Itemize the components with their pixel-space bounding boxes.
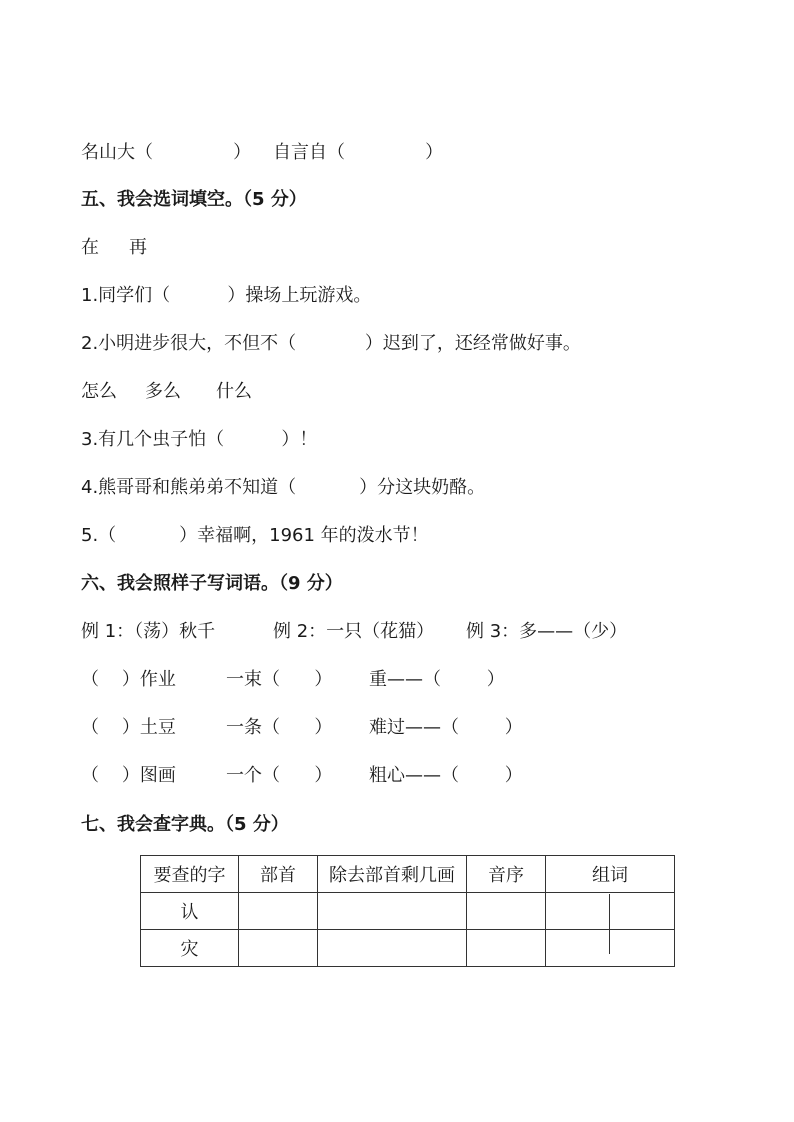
char-cell: 认: [141, 893, 239, 930]
word-choice: 什么: [216, 381, 252, 402]
exercise-cell: （ ）图画: [81, 765, 176, 786]
exercise-cell: 一束（ ）: [226, 669, 333, 690]
answer-cell: [467, 930, 546, 967]
word-choice-group-1: [81, 236, 381, 260]
idiom-blank-2: 自言自（ ）: [273, 142, 444, 163]
table-header: 部首: [239, 856, 318, 893]
answer-cell: [239, 893, 318, 930]
word-choice: 再: [129, 237, 147, 258]
table-header: 除去部首剩几画: [318, 856, 467, 893]
table-header: 组词: [546, 856, 675, 893]
exercise-cell: 粗心——（ ）: [369, 765, 523, 786]
exercise-cell: 一个（ ）: [226, 765, 333, 786]
question-4: 4.熊哥哥和熊弟弟不知道（ ）分这块奶酪。: [81, 477, 486, 498]
exercise-cell: 一条（ ）: [226, 717, 333, 738]
exercise-cell: 难过——（ ）: [369, 717, 523, 738]
exercise-row: [81, 716, 781, 740]
exercise-row: [81, 764, 781, 788]
word-column-divider: [609, 894, 610, 954]
word-choice: 在: [81, 237, 99, 258]
char-cell: 灾: [141, 930, 239, 967]
continuation-row: [81, 141, 781, 165]
question-1: 1.同学们（ ）操场上玩游戏。: [81, 285, 372, 306]
table-row: [141, 893, 675, 930]
exercise-cell: 重——（ ）: [369, 669, 505, 690]
table-row: [141, 930, 675, 967]
question-2: 2.小明进步很大，不但不（ ）迟到了，还经常做好事。: [81, 333, 581, 354]
section5-heading: 五、我会选词填空。（5 分）: [81, 189, 307, 210]
table-header-row: [141, 856, 675, 893]
answer-cell: [467, 893, 546, 930]
answer-cell: [239, 930, 318, 967]
answer-cell: [318, 893, 467, 930]
exercise-cell: （ ）土豆: [81, 717, 176, 738]
examples-row: [81, 620, 781, 644]
dictionary-table: [140, 855, 675, 967]
example-1: 例 1：（荡）秋千: [81, 621, 216, 642]
answer-cell: [546, 893, 675, 930]
question-3: 3.有几个虫子怕（ ）！: [81, 429, 318, 450]
exercise-row: [81, 668, 781, 692]
answer-cell: [546, 930, 675, 967]
example-2: 例 2：一只（花猫）: [273, 621, 435, 642]
answer-cell: [318, 930, 467, 967]
question-5: 5.（ ）幸福啊，1961 年的泼水节！: [81, 525, 429, 546]
word-choice-group-2: [81, 380, 381, 404]
word-choice: 多么: [145, 381, 181, 402]
example-3: 例 3：多——（少）: [466, 621, 628, 642]
idiom-blank-1: 名山大（ ）: [81, 142, 252, 163]
section6-heading: 六、我会照样子写词语。（9 分）: [81, 573, 343, 594]
table-header: 要查的字: [141, 856, 239, 893]
word-choice: 怎么: [81, 381, 117, 402]
table-header: 音序: [467, 856, 546, 893]
section7-heading: 七、我会查字典。（5 分）: [81, 814, 289, 835]
exercise-cell: （ ）作业: [81, 669, 176, 690]
